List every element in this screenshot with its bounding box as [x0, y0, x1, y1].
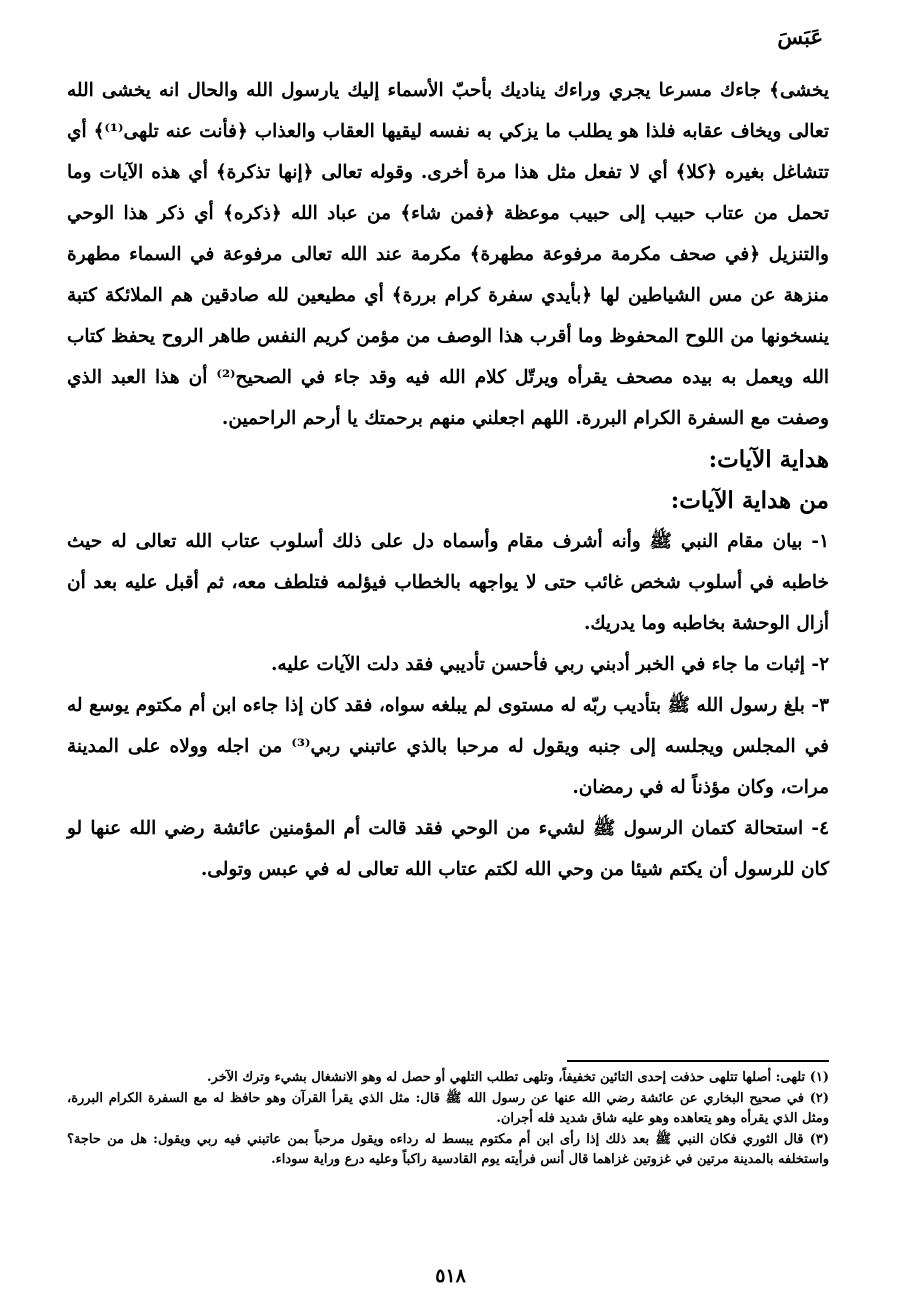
tafsir-paragraph: يخشى﴾ جاءك مسرعا يجري وراءك يناديك بأحبّ الأسماء إليك يارسول الله والحال انه يخشى الله تعالى ويخاف عقابه فلذا هو يطلب ما يزكي به نفسه ليقيها العقاب والعذاب ﴿فأنت عنه تلهى⁽¹⁾﴾ أي تتشاغل بغيره ﴿كلا﴾ أي لا تفعل مثل هذا مرة أخرى. وقوله تعالى ﴿إنها تذكرة﴾ أي هذه الآيات وما تحمل من عتاب حبيب إلى حبيب موعظة ﴿فمن شاء﴾ من عباد الله ﴿ذكره﴾ أي ذكر هذا الوحي والتنزيل ﴿في صحف مكرمة مرفوعة مطهرة﴾ مكرمة عند الله تعالى مرفوعة في السماء مطهرة منزهة عن مس الشياطين لها ﴿بأيدي سفرة كرام بررة﴾ أي مطيعين لله صادقين هم الملائكة كتبة ينسخونها من اللوح المحفوظ وما أقرب هذا الوصف من مؤمن كريم النفس طاهر الروح يحفظ كتاب الله ويعمل به بيده مصحف يقرأه ويرتّل كلام الله فيه وقد جاء في الصحيح⁽²⁾ أن هذا العبد الذي وصفت مع السفرة الكرام البررة. اللهم اجعلني منهم برحمتك يا أرحم الراحمين.	[67, 80, 829, 429]
footnote-divider	[567, 1060, 829, 1062]
subsection-heading: من هداية الآيات:	[670, 487, 829, 514]
guidance-item-3: ٣- بلغ رسول الله ﷺ بتأديب ربّه له مستوى لم يبلغه سواه، فقد كان إذا جاءه ابن أم مكتوم يوسع له في المجلس ويجلسه إلى جنبه ويقول له مرحبا بالذي عاتبني ربي⁽³⁾ من اجله وولاه على المدينة مرات، وكان مؤذناً له في رمضان.	[67, 695, 829, 798]
running-head: عَبَسَ	[777, 24, 823, 49]
guidance-item-2: ٢- إثبات ما جاء في الخبر أدبني ربي فأحسن تأديبي فقد دلت الآيات عليه.	[270, 654, 829, 675]
footnote-3: (٣) قال الثوري فكان النبي ﷺ بعد ذلك إذا رأى ابن أم مكتوم يبسط له رداءه ويقول مرحباً بمن عاتبني فيه ربي ويقول: هل من حاجة؟ واستخلفه بالمدينة مرتين في غزوتين غزاهما قال أنس فرأيته يوم القادسية راكباً وعليه درع وراية سوداء.	[67, 1132, 829, 1167]
footnote-2: (٢) في صحيح البخاري عن عائشة رضي الله عنها عن رسول الله ﷺ قال: مثل الذي يقرأ القرآن وهو حافظ له مع السفرة الكرام البررة، ومثل الذي يقرأه وهو يتعاهده وهو عليه شاق شديد فله أجران.	[67, 1091, 829, 1126]
footnote-1: (١) تلهى: أصلها تتلهى حذفت إحدى التائين تخفيفاً، وتلهى تطلب التلهي أو حصل له وهو الانشغال بشيء وترك الآخر.	[207, 1070, 829, 1085]
main-text	[67, 70, 829, 890]
guidance-item-1: ١- بيان مقام النبي ﷺ وأنه أشرف مقام وأسماه دل على ذلك أسلوب عتاب الله تعالى له حيث خاطبه في أسلوب شخص غائب حتى لا يواجهه بالخطاب فيؤلمه فتلطف معه، ثم أقبل عليه بعد أن أزال الوحشة بخاطبه وما يدريك.	[67, 531, 829, 634]
section-heading: هداية الآيات:	[708, 446, 829, 473]
guidance-item-4: ٤- استحالة كتمان الرسول ﷺ لشيء من الوحي فقد قالت أم المؤمنين عائشة رضي الله عنها لو كان للرسول أن يكتم شيئا من وحي الله لكتم عتاب الله تعالى له في عبس وتولى.	[67, 818, 829, 880]
footnotes	[67, 1068, 829, 1171]
page-number: ٥١٨	[435, 1265, 466, 1287]
